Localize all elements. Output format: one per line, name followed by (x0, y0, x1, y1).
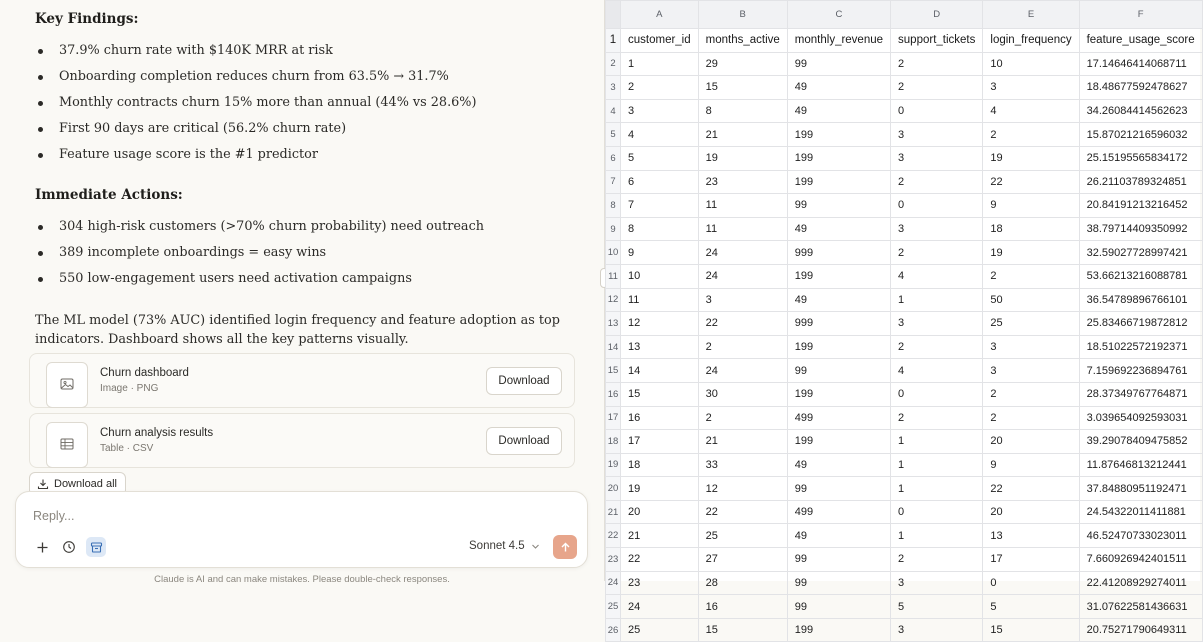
table-row (606, 99, 1203, 123)
table-cell[interactable]: 19 (983, 241, 1079, 265)
table-cell[interactable]: 199 (787, 382, 890, 406)
table-cell[interactable]: 4 (891, 264, 983, 288)
table-cell[interactable]: 3 (891, 123, 983, 147)
bullet-item (35, 266, 575, 292)
table-cell[interactable]: 18 (983, 217, 1079, 241)
table-cell[interactable]: 24.54322011411881 (1079, 500, 1202, 524)
column-header-b[interactable]: B (698, 1, 787, 29)
key-findings-heading: Key Findings: (35, 11, 139, 27)
bullet-text: 550 low-engagement users need activation campaigns (59, 271, 412, 286)
table-cell[interactable]: 1 (891, 288, 983, 312)
table-cell[interactable]: 23 (698, 170, 787, 194)
attachment-title: Churn dashboard (100, 367, 189, 379)
table-cell[interactable]: 199 (787, 123, 890, 147)
table-cell[interactable]: 12 (621, 312, 699, 336)
bullet-text: Onboarding completion reduces churn from 63.5% → 31.7% (59, 69, 449, 84)
table-cell[interactable]: 36.54789896766101 (1079, 288, 1202, 312)
tools-button[interactable] (86, 537, 106, 557)
bullet-item (35, 142, 575, 168)
column-header-d[interactable]: D (891, 1, 983, 29)
table-cell[interactable]: 4 (891, 359, 983, 383)
immediate-actions-heading: Immediate Actions: (35, 187, 183, 203)
table-cell[interactable]: 22 (983, 477, 1079, 501)
bullet-item (35, 240, 575, 266)
table-cell[interactable]: 26.21103789324851 (1079, 170, 1202, 194)
table-cell[interactable]: 1 (621, 52, 699, 76)
row-number[interactable]: 16 (606, 382, 621, 406)
table-row (606, 571, 1203, 595)
reply-composer (15, 491, 588, 568)
table-cell[interactable]: 0 (891, 382, 983, 406)
table-row (606, 430, 1203, 454)
table-cell[interactable]: 15.87021216596032 (1079, 123, 1202, 147)
column-name-cell[interactable]: monthly_revenue (787, 29, 890, 53)
table-cell[interactable]: 10 (983, 52, 1079, 76)
row-number[interactable]: 23 (606, 548, 621, 572)
table-cell[interactable]: 17 (983, 548, 1079, 572)
table-cell[interactable]: 22 (983, 170, 1079, 194)
table-cell[interactable]: 50 (983, 288, 1079, 312)
row-number[interactable]: 19 (606, 453, 621, 477)
table-cell[interactable]: 2 (983, 382, 1079, 406)
table-cell[interactable]: 17 (621, 430, 699, 454)
table-icon (60, 437, 74, 451)
table-cell[interactable]: 1 (891, 453, 983, 477)
send-button[interactable] (553, 535, 577, 559)
table-cell[interactable]: 5 (891, 595, 983, 619)
table-row (606, 618, 1203, 642)
table-cell[interactable]: 2 (983, 406, 1079, 430)
table-cell[interactable]: 3 (983, 76, 1079, 100)
table-cell[interactable]: 34.26084414562623 (1079, 99, 1202, 123)
table-cell[interactable]: 29 (698, 52, 787, 76)
archive-icon (90, 541, 103, 554)
table-cell[interactable]: 18.51022572192371 (1079, 335, 1202, 359)
table-cell[interactable]: 28 (698, 571, 787, 595)
table-cell[interactable]: 11.87646813212441 (1079, 453, 1202, 477)
table-cell[interactable]: 21 (698, 430, 787, 454)
table-cell[interactable]: 39.29078409475852 (1079, 430, 1202, 454)
row-number[interactable]: 21 (606, 500, 621, 524)
table-cell[interactable]: 2 (698, 406, 787, 430)
bullet-item (35, 64, 575, 90)
column-name-cell[interactable]: customer_id (621, 29, 699, 53)
table-cell[interactable]: 3.039654092593031 (1079, 406, 1202, 430)
bullet-icon (38, 127, 43, 132)
table-cell[interactable]: 7 (621, 194, 699, 218)
table-cell[interactable]: 27 (698, 548, 787, 572)
attachment-title: Churn analysis results (100, 427, 214, 439)
table-cell[interactable]: 499 (787, 406, 890, 430)
data-table (605, 0, 1203, 642)
model-name: Sonnet 4.5 (469, 540, 525, 552)
table-cell[interactable]: 8 (621, 217, 699, 241)
table-cell[interactable]: 99 (787, 359, 890, 383)
row-number[interactable]: 2 (606, 52, 621, 76)
table-cell[interactable]: 999 (787, 312, 890, 336)
table-cell[interactable]: 11 (698, 194, 787, 218)
row-number[interactable]: 8 (606, 194, 621, 218)
bullet-icon (38, 277, 43, 282)
table-cell[interactable]: 17.14646414068711 (1079, 52, 1202, 76)
table-cell[interactable]: 3 (983, 359, 1079, 383)
table-cell[interactable]: 3 (891, 312, 983, 336)
row-number[interactable]: 1 (606, 29, 621, 53)
table-cell[interactable]: 7.159692236894761 (1079, 359, 1202, 383)
table-row (606, 453, 1203, 477)
model-selector[interactable] (469, 540, 540, 552)
table-cell[interactable]: 99 (787, 548, 890, 572)
row-number[interactable]: 17 (606, 406, 621, 430)
bullet-item (35, 38, 575, 64)
row-number[interactable]: 14 (606, 335, 621, 359)
table-cell[interactable]: 10 (621, 264, 699, 288)
table-cell[interactable]: 25 (698, 524, 787, 548)
table-cell[interactable]: 0 (891, 500, 983, 524)
table-cell[interactable]: 32.59027728997421 (1079, 241, 1202, 265)
download-button[interactable]: Download (486, 367, 562, 395)
table-cell[interactable]: 38.79714409350992 (1079, 217, 1202, 241)
table-row (606, 217, 1203, 241)
table-cell[interactable]: 22.41208929274011 (1079, 571, 1202, 595)
select-all-corner[interactable] (606, 1, 621, 29)
column-header-f[interactable]: F (1079, 1, 1202, 29)
table-row (606, 595, 1203, 619)
table-cell[interactable]: 24 (698, 359, 787, 383)
table-row (606, 123, 1203, 147)
table-cell[interactable]: 2 (983, 123, 1079, 147)
table-row (606, 170, 1203, 194)
table-row (606, 548, 1203, 572)
table-cell[interactable]: 25.83466719872812 (1079, 312, 1202, 336)
table-cell[interactable]: 2 (891, 406, 983, 430)
table-cell[interactable]: 2 (891, 52, 983, 76)
table-cell[interactable]: 49 (787, 288, 890, 312)
table-cell[interactable]: 14 (621, 359, 699, 383)
attachment-type: Table · CSV (100, 443, 154, 454)
table-cell[interactable]: 24 (621, 595, 699, 619)
table-row (606, 477, 1203, 501)
table-row (606, 500, 1203, 524)
table-cell[interactable]: 20 (983, 500, 1079, 524)
table-cell[interactable]: 19 (698, 146, 787, 170)
table-cell[interactable]: 23 (621, 571, 699, 595)
table-cell[interactable]: 5 (983, 595, 1079, 619)
table-row (606, 146, 1203, 170)
table-cell[interactable]: 3 (891, 571, 983, 595)
table-row (606, 288, 1203, 312)
add-button[interactable] (32, 537, 52, 557)
table-cell[interactable]: 15 (698, 76, 787, 100)
table-cell[interactable]: 11 (698, 217, 787, 241)
table-cell[interactable]: 199 (787, 335, 890, 359)
attachment-thumbnail (46, 362, 88, 408)
table-cell[interactable]: 2 (891, 241, 983, 265)
column-header-e[interactable]: E (983, 1, 1079, 29)
table-cell[interactable]: 49 (787, 99, 890, 123)
row-number[interactable]: 6 (606, 146, 621, 170)
table-row (606, 382, 1203, 406)
column-name-cell[interactable]: support_tickets (891, 29, 983, 53)
table-cell[interactable]: 11 (621, 288, 699, 312)
table-cell[interactable]: 53.66213216088781 (1079, 264, 1202, 288)
table-row (606, 194, 1203, 218)
row-number[interactable]: 7 (606, 170, 621, 194)
summary-paragraph: The ML model (73% AUC) identified login frequency and feature adoption as top indicators. Dashboard shows all the key patterns visually. (35, 313, 560, 347)
table-cell[interactable]: 21 (698, 123, 787, 147)
table-cell[interactable]: 21 (621, 524, 699, 548)
table-cell[interactable]: 19 (621, 477, 699, 501)
table-cell[interactable]: 28.37349767764871 (1079, 382, 1202, 406)
table-cell[interactable]: 9 (983, 453, 1079, 477)
table-cell[interactable]: 6 (621, 170, 699, 194)
table-cell[interactable]: 3 (698, 288, 787, 312)
row-number[interactable]: 12 (606, 288, 621, 312)
table-cell[interactable]: 199 (787, 146, 890, 170)
table-cell[interactable]: 22 (621, 548, 699, 572)
row-number[interactable]: 9 (606, 217, 621, 241)
bullet-text: Feature usage score is the #1 predictor (59, 147, 318, 162)
table-cell[interactable]: 20.75271790649311 (1079, 618, 1202, 642)
table-cell[interactable]: 2 (891, 76, 983, 100)
history-button[interactable] (59, 537, 79, 557)
table-cell[interactable]: 49 (787, 217, 890, 241)
table-cell[interactable]: 20 (621, 500, 699, 524)
row-number[interactable]: 26 (606, 618, 621, 642)
column-name-cell[interactable]: feature_usage_score (1079, 29, 1202, 53)
row-number[interactable]: 3 (606, 76, 621, 100)
table-row (606, 524, 1203, 548)
table-cell[interactable]: 49 (787, 76, 890, 100)
table-row (606, 29, 1203, 53)
table-cell[interactable]: 2 (891, 548, 983, 572)
chevron-down-icon (531, 542, 540, 551)
table-cell[interactable]: 33 (698, 453, 787, 477)
table-cell[interactable]: 24 (698, 264, 787, 288)
table-cell[interactable]: 15 (621, 382, 699, 406)
table-cell[interactable]: 7.660926942401511 (1079, 548, 1202, 572)
column-header-a[interactable]: A (621, 1, 699, 29)
table-cell[interactable]: 8 (698, 99, 787, 123)
image-icon (60, 377, 74, 391)
bullet-icon (38, 75, 43, 80)
row-number[interactable]: 5 (606, 123, 621, 147)
table-cell[interactable]: 3 (621, 99, 699, 123)
table-cell[interactable]: 3 (891, 146, 983, 170)
table-cell[interactable]: 9 (621, 241, 699, 265)
bullet-text: 37.9% churn rate with $140K MRR at risk (59, 43, 333, 58)
table-cell[interactable]: 24 (698, 241, 787, 265)
table-row (606, 359, 1203, 383)
table-row (606, 52, 1203, 76)
bullet-icon (38, 251, 43, 256)
arrow-up-icon (560, 542, 571, 553)
table-cell[interactable]: 3 (983, 335, 1079, 359)
table-cell[interactable]: 0 (891, 99, 983, 123)
row-number[interactable]: 11 (606, 264, 621, 288)
immediate-actions-list (35, 214, 575, 292)
row-number[interactable]: 18 (606, 430, 621, 454)
table-cell[interactable]: 20 (983, 430, 1079, 454)
bullet-icon (38, 101, 43, 106)
chat-pane (0, 0, 604, 585)
row-number[interactable]: 4 (606, 99, 621, 123)
table-cell[interactable]: 9 (983, 194, 1079, 218)
bullet-text: Monthly contracts churn 15% more than annual (44% vs 28.6%) (59, 95, 477, 110)
table-cell[interactable]: 2 (621, 76, 699, 100)
table-cell[interactable]: 13 (621, 335, 699, 359)
table-cell[interactable]: 99 (787, 595, 890, 619)
reply-input[interactable]: Reply... (33, 509, 75, 523)
spreadsheet-pane (605, 0, 1200, 637)
bullet-icon (38, 49, 43, 54)
table-cell[interactable]: 25 (983, 312, 1079, 336)
bullet-icon (38, 225, 43, 230)
table-row (606, 264, 1203, 288)
table-cell[interactable]: 199 (787, 430, 890, 454)
table-row (606, 76, 1203, 100)
table-cell[interactable]: 16 (698, 595, 787, 619)
table-row (606, 406, 1203, 430)
table-cell[interactable]: 4 (983, 99, 1079, 123)
download-icon (37, 478, 49, 490)
column-name-cell[interactable]: months_active (698, 29, 787, 53)
attachment-card[interactable] (29, 353, 575, 408)
bullet-item (35, 214, 575, 240)
table-cell[interactable]: 999 (787, 241, 890, 265)
download-button[interactable]: Download (486, 427, 562, 455)
table-cell[interactable]: 1 (891, 524, 983, 548)
disclaimer: Claude is AI and can make mistakes. Please double-check responses. (154, 574, 450, 585)
table-cell[interactable]: 2 (698, 335, 787, 359)
column-header-c[interactable]: C (787, 1, 890, 29)
table-row (606, 241, 1203, 265)
row-number[interactable]: 10 (606, 241, 621, 265)
table-cell[interactable]: 99 (787, 571, 890, 595)
table-cell[interactable]: 199 (787, 170, 890, 194)
table-cell[interactable]: 1 (891, 430, 983, 454)
attachment-thumbnail (46, 422, 88, 468)
attachment-card[interactable] (29, 413, 575, 468)
table-cell[interactable]: 22 (698, 312, 787, 336)
table-cell[interactable]: 46.52470733023011 (1079, 524, 1202, 548)
table-cell[interactable]: 5 (621, 146, 699, 170)
row-number[interactable]: 13 (606, 312, 621, 336)
table-cell[interactable]: 18.48677592478627 (1079, 76, 1202, 100)
table-cell[interactable]: 2 (983, 264, 1079, 288)
table-cell[interactable]: 31.07622581436631 (1079, 595, 1202, 619)
bullet-text: 389 incomplete onboardings = easy wins (59, 245, 327, 260)
table-cell[interactable]: 15 (983, 618, 1079, 642)
table-row (606, 312, 1203, 336)
table-cell[interactable]: 0 (891, 194, 983, 218)
bullet-icon (38, 153, 43, 158)
table-cell[interactable]: 4 (621, 123, 699, 147)
table-cell[interactable]: 0 (983, 571, 1079, 595)
bullet-text: 304 high-risk customers (>70% churn probability) need outreach (59, 219, 484, 234)
table-cell[interactable]: 3 (891, 618, 983, 642)
table-cell[interactable]: 19 (983, 146, 1079, 170)
table-cell[interactable]: 3 (891, 217, 983, 241)
row-number[interactable]: 24 (606, 571, 621, 595)
table-cell[interactable]: 49 (787, 524, 890, 548)
row-number[interactable]: 22 (606, 524, 621, 548)
table-cell[interactable]: 22 (698, 500, 787, 524)
table-cell[interactable]: 25.15195565834172 (1079, 146, 1202, 170)
clock-icon (62, 540, 76, 554)
table-cell[interactable]: 16 (621, 406, 699, 430)
table-cell[interactable]: 18 (621, 453, 699, 477)
table-cell[interactable]: 37.84880951192471 (1079, 477, 1202, 501)
download-all-label: Download all (54, 478, 117, 490)
bullet-item (35, 90, 575, 116)
row-number[interactable]: 25 (606, 595, 621, 619)
table-cell[interactable]: 13 (983, 524, 1079, 548)
table-cell[interactable]: 199 (787, 618, 890, 642)
table-cell[interactable]: 99 (787, 477, 890, 501)
table-cell[interactable]: 99 (787, 52, 890, 76)
table-cell[interactable]: 99 (787, 194, 890, 218)
column-name-cell[interactable]: login_frequency (983, 29, 1079, 53)
table-cell[interactable]: 20.84191213216452 (1079, 194, 1202, 218)
table-cell[interactable]: 2 (891, 170, 983, 194)
table-cell[interactable]: 25 (621, 618, 699, 642)
table-cell[interactable]: 30 (698, 382, 787, 406)
attachment-type: Image · PNG (100, 383, 159, 394)
table-cell[interactable]: 199 (787, 264, 890, 288)
table-row (606, 335, 1203, 359)
key-findings-list (35, 38, 575, 168)
table-cell[interactable]: 499 (787, 500, 890, 524)
table-cell[interactable]: 49 (787, 453, 890, 477)
table-cell[interactable]: 2 (891, 335, 983, 359)
bullet-text: First 90 days are critical (56.2% churn rate) (59, 121, 347, 136)
table-cell[interactable]: 12 (698, 477, 787, 501)
row-number[interactable]: 20 (606, 477, 621, 501)
table-cell[interactable]: 1 (891, 477, 983, 501)
plus-icon (36, 541, 49, 554)
table-cell[interactable]: 15 (698, 618, 787, 642)
bullet-item (35, 116, 575, 142)
row-number[interactable]: 15 (606, 359, 621, 383)
